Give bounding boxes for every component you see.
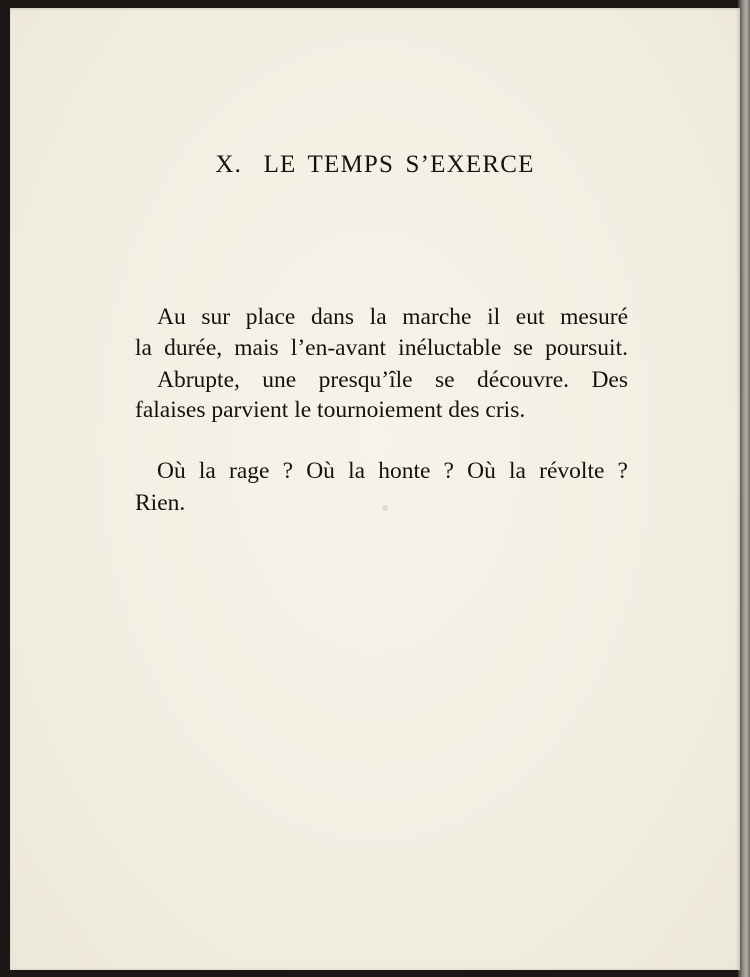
- book-page: [10, 8, 740, 970]
- paper-speck: [382, 505, 388, 511]
- chapter-title: LE TEMPS S’EXERCE: [263, 151, 535, 178]
- chapter-heading: [10, 151, 740, 179]
- text-line: Rien.: [135, 490, 186, 516]
- text-line: falaises parvient le tournoiement des cris.: [135, 397, 526, 423]
- chapter-number: X.: [215, 151, 243, 178]
- text-line: Où la rage ? Où la honte ? Où la révolte ?: [157, 458, 628, 484]
- text-line: la durée, mais l’en-avant inéluctable se poursuit.: [135, 335, 628, 361]
- text-line: Au sur place dans la marche il eut mesuré: [157, 304, 628, 330]
- text-line: Abrupte, une presqu’île se découvre. Des: [157, 367, 628, 393]
